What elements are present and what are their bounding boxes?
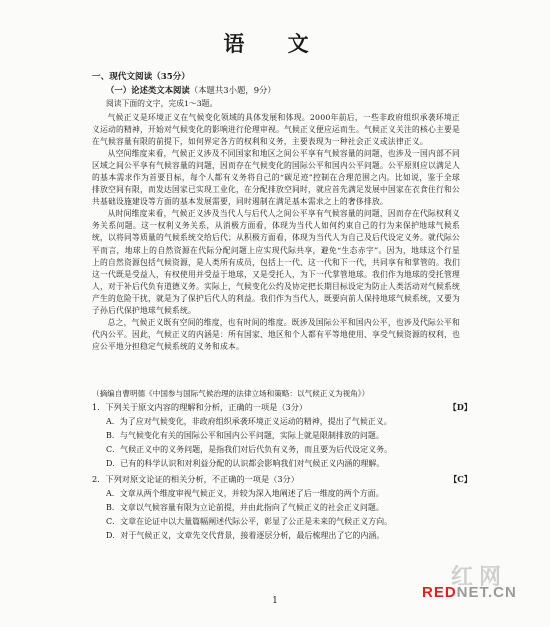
watermark-text-red: RED <box>422 584 457 601</box>
question-2-option-a: A．文章从两个维度审视气候正义，并较为深入地阐述了后一维度的两个方面。 <box>106 489 384 498</box>
page-number: 1 <box>272 596 278 606</box>
section-heading: 一、现代文阅读（35分） <box>92 72 190 82</box>
question-2-stem <box>92 474 472 485</box>
passage-paragraph: 总之，气候正义既有空间的维度，也有时间的维度。既涉及国际公平和国内公平，也涉及代际公平和代内公平。因此，气候正义的内涵是：所有国家、地区和个人都有平等地使用、享受气候资源的权利，也应公平地分担稳定气候系统的义务和成本。 <box>92 317 460 351</box>
question-2-option-b: B．文章以气候容量有限为立论前提，并由此指向了气候正义的社会正义问题。 <box>106 503 384 512</box>
passage-paragraph: 从时间维度来看，气候正义涉及当代人与后代人之间公平享有气候容量的问题，因而存在代际权利义务关系问题。这一权利义务关系，从消极方面看，体现为当代人如何约束自己的行为来保护地球气候系统，以将同等质量的气候系统交给后代；从积极方面看，体现为当代人为自己及后代设定义务。就代际公平而言，地球上的自然资源在代际分配问题上应实现代际共享，避免“生态赤字”。因为，地球这个行星上的自然资源包括气候资源，是人类所有成员，包括上一代、这一代和下一代，共同享有和掌管的。我们这一代既是受益人，有权使用并受益于地球，又是受托人，为下一代掌管地球。我们作为地球的受托管理人，对于补后代负有道德义务。实际上，气候变化公约及协定把长期目标设定为防止人类活动对气候系统产生的危险干扰，就是为了保护后代人的利益。我们作为当代人，既要向前人保持地球气候系统，又要为子孙后代保护地球气候系统。 <box>92 209 460 315</box>
passage-paragraph: 气候正义是环境正义在气候变化领域的具体发展和体现。2000年前后，一些非政府组织承袭环境正义运动的精神，开始对气候变化的影响进行伦理审视。气候正义便应运而生。气候正义关注的核心主要是在气候容量有限的前提下，如何界定各方的权利和义务，主要表现为一种社会正义或法律正义。 <box>92 113 460 147</box>
subsection-heading <box>106 84 276 96</box>
subsection-points: （本题共3小题，9分） <box>189 85 276 95</box>
passage-source: （摘编自曹明德《中国参与国际气候治理的法律立场和策略：以气候正义为视角》） <box>92 389 370 398</box>
question-2-option-d: D．对于气候正义，文章先交代背景，接着逐层分析，最后梳理出了它的内涵。 <box>106 531 385 540</box>
question-1-option-b: B．与气候变化有关的国际公平和国内公平问题，实际上就是限制排放的问题。 <box>106 431 384 440</box>
question-2-option-c: C．文章在论证中以大量篇幅阐述代际公平，彰显了公正是未来的气候正义方向。 <box>106 517 393 526</box>
passage-paragraph: 从空间维度来看，气候正义涉及不同国家和地区之间公平享有气候容量的问题，也涉及一国内部不同区域之间公平享有气候容量的问题，因而存在气候变化的国际公平和国内公平问题。公平原则应以满足人的基本需求作为首要目标，每个人都有义务将自己的“碳足迹”控制在合理范围之内。比如说，鉴于全球排放空间有限，而发达国家已实现工业化，在分配排放空间时，就应首先满足发展中国家在衣食住行和公共基础设施建设等方面的基本发展需要，同时遏制在满足基本需求之上的奢侈排放。 <box>92 149 460 207</box>
answer-badge: 【C】 <box>449 474 472 484</box>
subsection-label: （一）论述类文本阅读 <box>106 85 190 95</box>
question-1-option-a: A．为了应对气候变化，非政府组织承袭环境正义运动的精神，提出了气候正义。 <box>106 417 392 426</box>
question-1-stem <box>92 402 472 413</box>
watermark-text-gray: NET.CN <box>456 584 517 601</box>
question-1-option-c: C．气候正义中的义务问题，是指我们对后代负有义务，而且要为后代设定义务。 <box>106 445 393 454</box>
question-text: 1．下列关于原文内容的理解和分析，正确的一项是（3分） <box>92 402 308 412</box>
question-1-option-d: D．已有的科学认识和对利益分配的认识都会影响我们对气候正义内涵的理解。 <box>106 459 385 468</box>
watermark-logo: 红网 <box>450 565 507 590</box>
passage <box>92 112 460 353</box>
reading-instruction: 阅读下面的文字，完成1～3题。 <box>106 99 218 108</box>
answer-badge: 【D】 <box>448 402 472 412</box>
question-text: 2．下列对原文论证的相关分析，不正确的一项是（3分） <box>92 474 299 484</box>
page-title: 语 文 <box>223 31 327 56</box>
